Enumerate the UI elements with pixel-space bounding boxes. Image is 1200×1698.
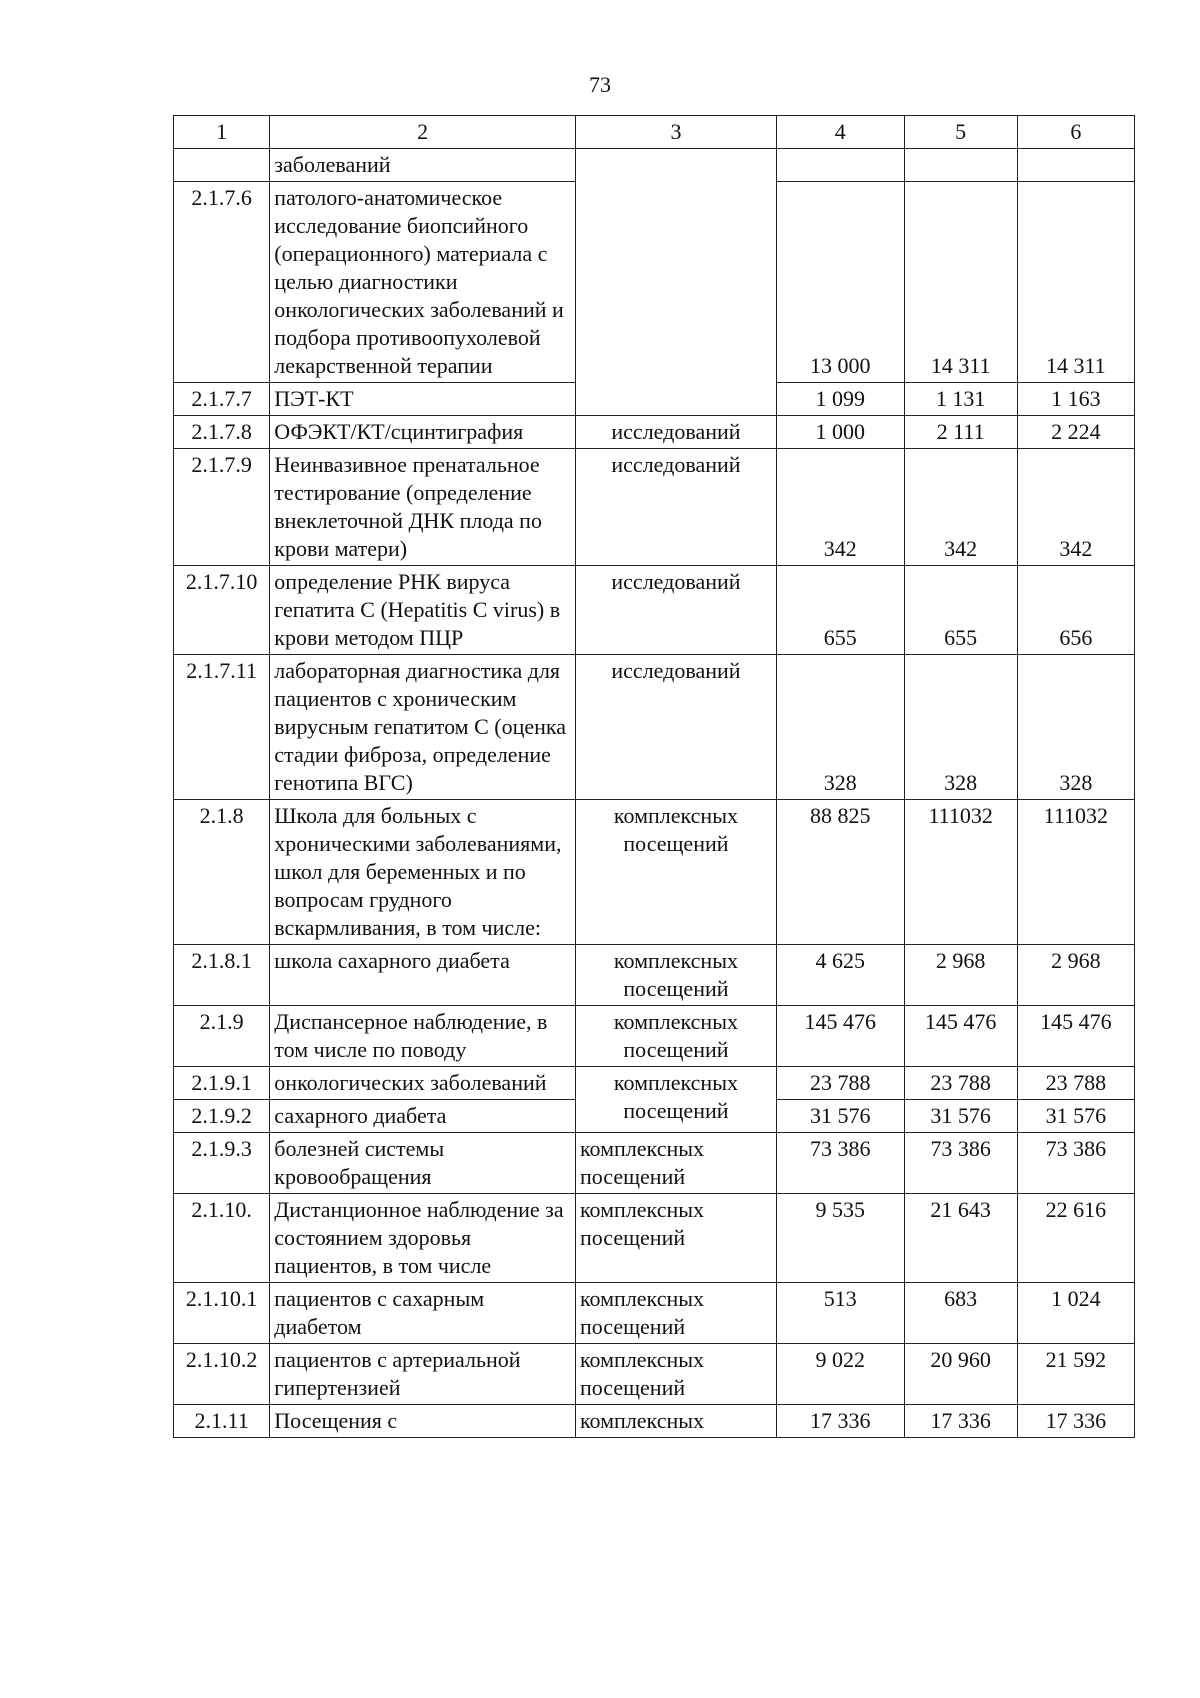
page-number: 73 [589,72,611,97]
row-unit: комплексных посещений [575,1133,776,1194]
row-code [174,149,270,182]
header-cell: 1 [174,116,270,149]
table-row [174,566,1135,655]
row-code: 2.1.9.3 [174,1133,270,1194]
table-row [174,800,1135,945]
header-cell: 4 [776,116,904,149]
row-unit: комплексных посещений [575,1006,776,1067]
row-unit: комплексных посещений [575,800,776,945]
row-value-4: 1 000 [776,416,904,449]
row-value-6: 2 224 [1017,416,1134,449]
row-name: школа сахарного диабета [270,945,576,1006]
row-value-6: 328 [1017,655,1134,800]
header-cell: 2 [270,116,576,149]
row-code: 2.1.8 [174,800,270,945]
row-value-6: 342 [1017,449,1134,566]
row-value-6: 656 [1017,566,1134,655]
row-value-4: 328 [776,655,904,800]
data-table [173,115,1135,1438]
row-value-4: 23 788 [776,1067,904,1100]
row-value-5: 20 960 [904,1344,1017,1405]
header-cell: 5 [904,116,1017,149]
row-value-4: 1 099 [776,383,904,416]
row-value-5: 145 476 [904,1006,1017,1067]
table-row [174,416,1135,449]
row-value-6: 145 476 [1017,1006,1134,1067]
row-value-4: 13 000 [776,182,904,383]
row-value-4 [776,149,904,182]
row-value-4: 145 476 [776,1006,904,1067]
row-value-5: 655 [904,566,1017,655]
row-value-4: 88 825 [776,800,904,945]
row-name: Школа для больных с хроническими заболеваниями, школ для беременных и по вопросам грудного вскармливания, в том числе: [270,800,576,945]
row-name: ПЭТ-КТ [270,383,576,416]
row-code: 2.1.7.9 [174,449,270,566]
row-value-5: 31 576 [904,1100,1017,1133]
row-code: 2.1.7.8 [174,416,270,449]
row-name: Дистанционное наблюдение за состоянием здоровья пациентов, в том числе [270,1194,576,1283]
row-value-6 [1017,149,1134,182]
table-row [174,1283,1135,1344]
row-code: 2.1.11 [174,1405,270,1438]
header-cell: 3 [575,116,776,149]
row-name: заболеваний [270,149,576,182]
row-name: пациентов с сахарным диабетом [270,1283,576,1344]
row-value-4: 17 336 [776,1405,904,1438]
table-row [174,449,1135,566]
row-code: 2.1.7.6 [174,182,270,383]
row-value-5: 2 111 [904,416,1017,449]
row-name: Посещения с [270,1405,576,1438]
row-value-5: 683 [904,1283,1017,1344]
row-value-6: 1 163 [1017,383,1134,416]
row-value-5: 2 968 [904,945,1017,1006]
table-row [174,945,1135,1006]
row-unit: исследований [575,566,776,655]
table-row [174,1133,1135,1194]
row-value-5: 328 [904,655,1017,800]
row-name: ОФЭКТ/КТ/сцинтиграфия [270,416,576,449]
row-name: патолого-анатомическое исследование биопсийного (операционного) материала с целью диагностики онкологических заболеваний и подбора противоопухолевой лекарственной терапии [270,182,576,383]
row-unit: комплексных посещений [575,945,776,1006]
row-value-6: 17 336 [1017,1405,1134,1438]
row-name: Неинвазивное пренатальное тестирование (определение внеклеточной ДНК плода по крови матери) [270,449,576,566]
table-row [174,1405,1135,1438]
row-name: болезней системы кровообращения [270,1133,576,1194]
row-value-4: 4 625 [776,945,904,1006]
row-value-4: 73 386 [776,1133,904,1194]
row-name: онкологических заболеваний [270,1067,576,1100]
row-value-4: 9 535 [776,1194,904,1283]
row-value-6: 73 386 [1017,1133,1134,1194]
row-name: лабораторная диагностика для пациентов с хроническим вирусным гепатитом С (оценка стадии фиброза, определение генотипа ВГС) [270,655,576,800]
row-code: 2.1.7.7 [174,383,270,416]
row-name: пациентов с артериальной гипертензией [270,1344,576,1405]
row-value-5: 111032 [904,800,1017,945]
row-code: 2.1.10.2 [174,1344,270,1405]
table-row [174,1344,1135,1405]
row-value-6: 21 592 [1017,1344,1134,1405]
row-value-5: 1 131 [904,383,1017,416]
table-row [174,1194,1135,1283]
row-code: 2.1.10. [174,1194,270,1283]
row-name: сахарного диабета [270,1100,576,1133]
row-value-6: 1 024 [1017,1283,1134,1344]
row-value-5: 73 386 [904,1133,1017,1194]
row-name: определение РНК вируса гепатита С (Hepatitis C virus) в крови методом ПЦР [270,566,576,655]
row-unit: исследований [575,655,776,800]
row-value-4: 513 [776,1283,904,1344]
row-value-5: 21 643 [904,1194,1017,1283]
table-row [174,655,1135,800]
row-unit [575,149,776,416]
row-value-6: 2 968 [1017,945,1134,1006]
table-header-row [174,116,1135,149]
row-unit: комплексных [575,1405,776,1438]
row-value-5 [904,149,1017,182]
row-value-5: 14 311 [904,182,1017,383]
row-code: 2.1.7.10 [174,566,270,655]
row-name: Диспансерное наблюдение, в том числе по поводу [270,1006,576,1067]
row-value-6: 31 576 [1017,1100,1134,1133]
row-value-4: 31 576 [776,1100,904,1133]
row-code: 2.1.7.11 [174,655,270,800]
row-value-4: 342 [776,449,904,566]
header-cell: 6 [1017,116,1134,149]
row-value-5: 342 [904,449,1017,566]
row-value-6: 14 311 [1017,182,1134,383]
row-value-6: 23 788 [1017,1067,1134,1100]
row-code: 2.1.9.1 [174,1067,270,1100]
row-value-6: 22 616 [1017,1194,1134,1283]
row-value-4: 9 022 [776,1344,904,1405]
row-unit: исследований [575,449,776,566]
row-value-5: 23 788 [904,1067,1017,1100]
row-code: 2.1.9 [174,1006,270,1067]
table-row [174,1067,1135,1100]
row-value-4: 655 [776,566,904,655]
row-value-6: 111032 [1017,800,1134,945]
row-code: 2.1.10.1 [174,1283,270,1344]
row-value-5: 17 336 [904,1405,1017,1438]
table-row [174,1006,1135,1067]
row-unit: комплексных посещений [575,1283,776,1344]
table-row [174,149,1135,182]
row-code: 2.1.8.1 [174,945,270,1006]
row-unit: комплексных посещений [575,1344,776,1405]
row-unit: исследований [575,416,776,449]
row-unit: комплексных посещений [575,1194,776,1283]
row-code: 2.1.9.2 [174,1100,270,1133]
row-unit: комплексных посещений [575,1067,776,1133]
